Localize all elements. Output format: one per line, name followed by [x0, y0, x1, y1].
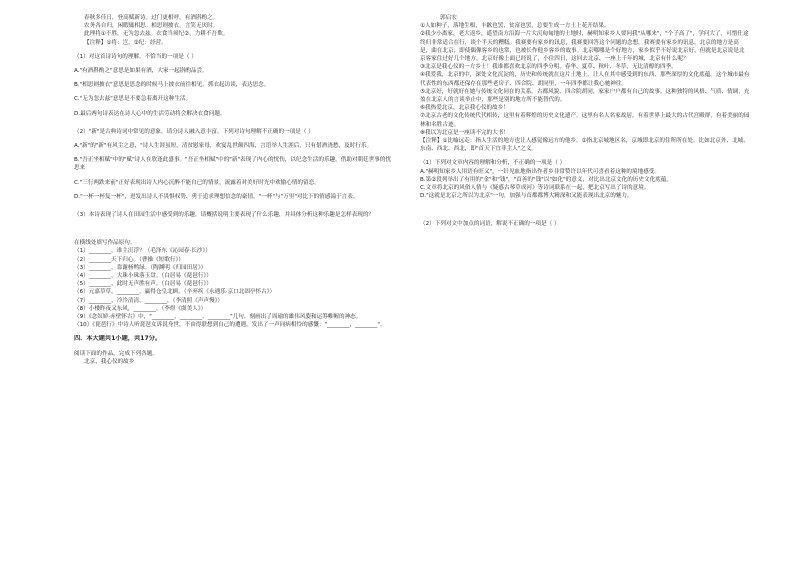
fill-title: 在横线处填写作品原句。 — [74, 240, 136, 247]
poem-notes: 【注释】①将：岂。②纪：经营。 — [84, 39, 167, 46]
q1-option-d: D.最后两句诗表达在诗人心中的生活劳动将会解决衣食问题。 — [74, 110, 226, 117]
r-q1-option-b: B.第②段列举出了有用的"金"和"钱"，"首善的"钱"以"如化"的意义，对比出北京文化的历史文化底蕴。 — [420, 176, 672, 183]
poem-line: 此理将①不胜，无为忽去兹。衣食当须纪②，力耕不吾欺。 — [84, 31, 229, 38]
r-q1-option-d: D."这就是北京之所以为北京"一句，加强与首都都博大精深和又能表现出北京的魅力。 — [420, 193, 633, 200]
paragraph: ⑥我热爱北京，北京我心仪的故乡！ — [420, 105, 509, 112]
poem-line: 农务各自归，闲暇辄相思。相思则披衣，言笑无厌时。 — [84, 23, 219, 30]
r-q1-option-a: A."赫明知家乡人用语有旺又"，一针见血地指出作者乡非常赞许以年代可喜看着这种的境地感受。 — [420, 168, 660, 175]
q1-option-a: A."有酒斟酌之"意思是如果有酒，大家一起斟酌品尝。 — [74, 68, 208, 75]
fill-item: （6）元嘉草草，________，赢得仓皇北顾。（辛弃疾《永遇乐·京口北固亭怀古》） — [74, 289, 276, 296]
fill-item: （1）________，谁主沉浮？（毛泽东《沁园春·长沙》） — [74, 248, 211, 255]
paragraph: ②我少小离家，老大返乡，遥望南方沿海一片大沉甸甸地的土地时，赫明知家乡人要问我"从哪来"，"个子高了"，学问大了，可惜仕途终归非常适合在行，谈个半天的糟糕。我赛要有家乡的讯息，我赛要回答这个问题的念想。我赛要有家乡的讯息，北京的地方是高是，曲在北京，即使偶像客乡的也常，也被长作他乡客乡的故事。北京哪哪是个好地方，家乡似乎不好说北京好，但就是北京说是北京客家住过好几个地方，北京好像上面已经说了，小住四日，这回去北京，一座上千年的城，北京有什么呢？ — [420, 31, 749, 63]
author: 郭启宏 — [440, 15, 457, 21]
paragraph: ⑧我以为北京是一座读不完的大书！ — [420, 129, 509, 136]
paragraph: ⑤北京好，好就好在她与传统文化同在的关系。古都风貌、四合院胡同，家家户户都有自己的故事。这种独特的风格、气质、情调，充盈在北京人的言谈举止中，那些是别的地方所不能替代的。 — [420, 88, 750, 104]
fill-item: （5）________，此时无声胜有声。（白居易《琵琶行》） — [74, 281, 212, 288]
q2-option-d: D."一杯一杯复一杯"，迸发出诗人不畏惧权势、勇于追求理想信念的豪情，"一杯"与"万里"对比下的情感溢于言表。 — [74, 193, 359, 200]
q2-option-a: A."新"的"新"有风尘之意，"诗人生涯虽短，清贫慰家母，欢宴乱世颠四海，言语举人生涯后，只有借酒浇愁，及时行乐。 — [74, 143, 373, 150]
section-4-heading: 四．本大题共1小题，共17分。 — [74, 335, 162, 343]
r-q1-option-c: C.文章将北京的风俗人情与《疑惑古琴草成河》等诗词联系在一起，把北京写出了诗的意境。 — [420, 185, 650, 192]
q1-option-c: C."无为忽去兹"意思是不要急着离开这种生活。 — [74, 96, 192, 103]
reading-intro: 阅读下面的作品，完成下列各题。 — [74, 350, 158, 357]
q2-option-b: B."吾正坐相赋"中的"赋"诗人在欣逢此盛事。"吾正坐相赋"中的"新"表现了内心的忧伤，以纪念生活的乐趣，借助对朝廷世事的忧思来 — [74, 157, 392, 172]
left-column — [74, 14, 396, 366]
poem-line: 春秋多佳日，登高赋新诗。过门更相呼，有酒斟酌之。 — [84, 15, 219, 21]
fill-item: （2）________天下归心。（曹操《短歌行》） — [74, 256, 184, 263]
paragraph: ⑦北京古老的文化传统代代相传，这里有着辉煌的历史文化遗产。这里有名人名家故居，有着世界上最大的古代宫殿群，有着美丽的园林和名胜古迹。 — [420, 113, 750, 128]
fill-item: （3）________，靠谢杨鸭绿。（陶渊明《归园田居》） — [74, 264, 207, 271]
paragraph: ①人如种子，落地生根，丰歉也罢，贫富也罢，总要生成一方土上花开结果。 — [420, 23, 610, 30]
question-1: （1）对这首诗诗句的理解，不恰当的一项是（ ） — [74, 53, 197, 60]
notes: 【注释】①比喻远走：指人生活的地方也让人感觉像远方的他乡。②指北京城地区名，京城即北京的住所所在处。比如北京外、北城、东南、西北、西北，即"首天下宜非主人"之义。 — [420, 138, 749, 153]
paragraph: ③北京是我心仪的一方乡土！我谁都喜欢北京的四季分明，春华、夏草、秋叶、冬草，无比清醇的四季。 — [420, 64, 677, 71]
fill-item: （4）________，大珠小珠落玉盘。（白居易《琵琶行》） — [74, 273, 212, 280]
right-question-2: （2）下列对文中加点的词语，解说不正确的一项是（ ） — [420, 221, 560, 228]
question-3: （3）本诗表现了诗人在田园生活中感受到的乐趣，请概括说明主要表现了什么乐趣，并具体分析这种乐趣是怎样表现的？ — [74, 212, 375, 219]
fill-item: （10）《琵琶行》中诗人听琵琶女诉说身世，不由得联想到自己的遭遇，发出了一声同病相怜的感慨："________，________"。 — [74, 322, 386, 329]
fill-item: （9）《念奴娇·赤壁怀古》中，"________，________，________"几句，刻画出了周瑜的雄伟风姿和运筹帷幄的神态。 — [74, 314, 362, 321]
right-column — [420, 14, 750, 229]
question-2: （2）"新"是古典诗词中常见的意象，请分诗人融入意丰富。下列对诗句理解不正确的一项是（ ） — [74, 128, 314, 135]
fill-item: （7）________，冷冷清清，________，（李清照《声声慢》） — [74, 297, 223, 304]
q1-option-b: B."相思则披衣"意思是思念的时候马上披衣前往相见，抓衣起访谈，表达思念。 — [74, 82, 270, 89]
fill-item: （8）小楼昨夜又东风，________。（李煜《虞美人》） — [74, 305, 207, 312]
q2-option-c: C."三行两跌来前"正好表现出诗人内心沉醉不能自已的情景，流露着对美好时光中欢愉心情的留恋。 — [74, 179, 320, 186]
reading-title: 北京，我心仪的故乡 — [84, 358, 135, 365]
right-question-1: （1）下列对文章内容的理解和分析，不正确的一项是（ ） — [420, 160, 566, 167]
paragraph: ④我爱我，北京的中，深处文化沉淀的，历史和传统就在这片土地上，让人在其中感受到的东西，那些深厚的文化底蕴。这个城市最有代表性的东西都还保存在那些老房子、四合院、胡同里，一年四季都让我心驰神往。 — [420, 72, 750, 87]
